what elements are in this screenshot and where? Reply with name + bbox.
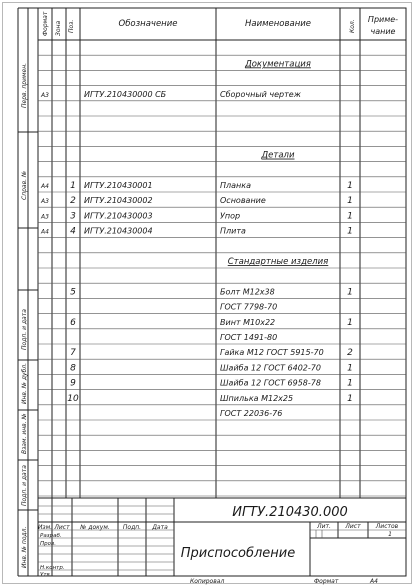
row-section-title: Стандартные изделия	[227, 257, 329, 267]
row-name: Шайба 12 ГОСТ 6958-78	[220, 378, 321, 388]
row-name: Гайка М12 ГОСТ 5915-70	[220, 348, 324, 358]
header-designation: Обозначение	[118, 19, 178, 29]
tb-nkontr: Н.контр.	[40, 565, 65, 571]
row-name: Плита	[220, 226, 246, 236]
sheet-footer	[190, 578, 378, 585]
label-inv-dubl: Инв. № дубл.	[21, 362, 28, 404]
row-qty: 1	[347, 287, 353, 298]
tb-utv: Утв.	[40, 572, 52, 578]
row-name: Планка	[220, 181, 251, 190]
row-designation: ИГТУ.210430003	[84, 211, 153, 221]
row-pos: 1	[70, 181, 76, 191]
row-designation: ИГТУ.210430002	[84, 196, 153, 206]
row-pos: 10	[67, 393, 79, 404]
tb-list-col: Лист	[54, 524, 70, 531]
footer-format-value: А4	[370, 578, 378, 585]
row-qty: 1	[347, 196, 353, 207]
row-name: ГОСТ 7798-70	[220, 302, 278, 312]
row-name: Винт М10х22	[220, 317, 276, 327]
header-qty: Кол.	[349, 19, 356, 33]
row-pos: 4	[70, 226, 76, 237]
tb-lit: Лит.	[317, 523, 331, 530]
header-note-line2: чание	[370, 27, 396, 36]
table-grid	[38, 8, 406, 498]
tb-ndokum: № докум.	[80, 524, 110, 531]
header-name: Наименование	[244, 19, 312, 29]
row-section-title: Детали	[261, 150, 295, 161]
row-pos: 9	[70, 378, 76, 389]
row-name: Болт М12х38	[220, 287, 275, 297]
row-pos: 2	[70, 196, 76, 207]
table-header	[42, 11, 398, 36]
label-inv-podl: Инв. № подл.	[21, 526, 28, 568]
row-qty: 1	[347, 181, 353, 191]
row-section-title: Документация	[245, 59, 311, 70]
footer-kopiroval: Копировал	[190, 578, 225, 585]
row-name: ГОСТ 22036-76	[220, 409, 283, 418]
tb-list: Лист	[345, 523, 361, 530]
row-qty: 2	[347, 348, 353, 359]
footer-format: Формат	[314, 578, 339, 585]
row-name: Шпилька М12х25	[220, 393, 294, 403]
side-labels	[21, 63, 28, 568]
row-name: Сборочный чертеж	[220, 89, 301, 99]
row-name: Шайба 12 ГОСТ 6402-70	[220, 363, 321, 373]
label-perv-primen: Перв. примен.	[21, 62, 28, 108]
row-format: А3	[41, 213, 49, 221]
row-designation: ИГТУ.210430004	[84, 226, 153, 236]
row-format: А4	[41, 183, 49, 190]
row-designation: ИГТУ.210430001	[84, 181, 153, 190]
row-name: Упор	[220, 211, 241, 221]
tb-razrab: Разраб.	[40, 533, 62, 539]
title-block	[38, 498, 406, 578]
row-format: А3	[41, 198, 49, 206]
row-qty: 1	[347, 211, 353, 222]
row-qty: 1	[347, 317, 353, 328]
row-designation: ИГТУ.210430000 СБ	[84, 89, 167, 99]
header-note-line1: Приме-	[367, 15, 399, 24]
label-podp-data-2: Подп. и дата	[21, 465, 28, 506]
row-qty: 1	[347, 226, 353, 237]
row-format: А3	[41, 91, 49, 99]
header-pos: Поз.	[68, 19, 75, 33]
row-pos: 6	[70, 317, 76, 328]
label-podp-data-1: Подп. и дата	[21, 309, 28, 350]
row-qty: 1	[347, 378, 353, 389]
tb-data: Дата	[152, 524, 168, 531]
tb-document-name: Приспособление	[180, 546, 296, 561]
tb-listov: Листов	[375, 523, 399, 530]
row-pos: 5	[70, 287, 76, 298]
tb-izm: Изм.	[37, 524, 53, 531]
row-name: Основание	[220, 196, 266, 206]
row-pos: 8	[70, 363, 76, 374]
row-name: ГОСТ 1491-80	[220, 333, 278, 342]
row-pos: 7	[70, 348, 76, 359]
row-pos: 3	[70, 211, 76, 222]
spec-rows	[40, 59, 353, 418]
header-format: Формат	[42, 11, 49, 36]
tb-listov-value: 1	[388, 531, 392, 538]
tb-document-code: ИГТУ.210430.000	[232, 505, 348, 520]
row-format: А4	[41, 228, 49, 236]
row-qty: 1	[347, 393, 353, 404]
tb-prov: Пров.	[40, 541, 56, 547]
header-zone: Зона	[55, 20, 62, 36]
label-sprav: Справ. №	[21, 170, 28, 200]
tb-podp: Подп.	[122, 524, 142, 531]
row-qty: 1	[347, 363, 353, 374]
label-vzam-inv: Взам. инв. №	[21, 413, 28, 454]
